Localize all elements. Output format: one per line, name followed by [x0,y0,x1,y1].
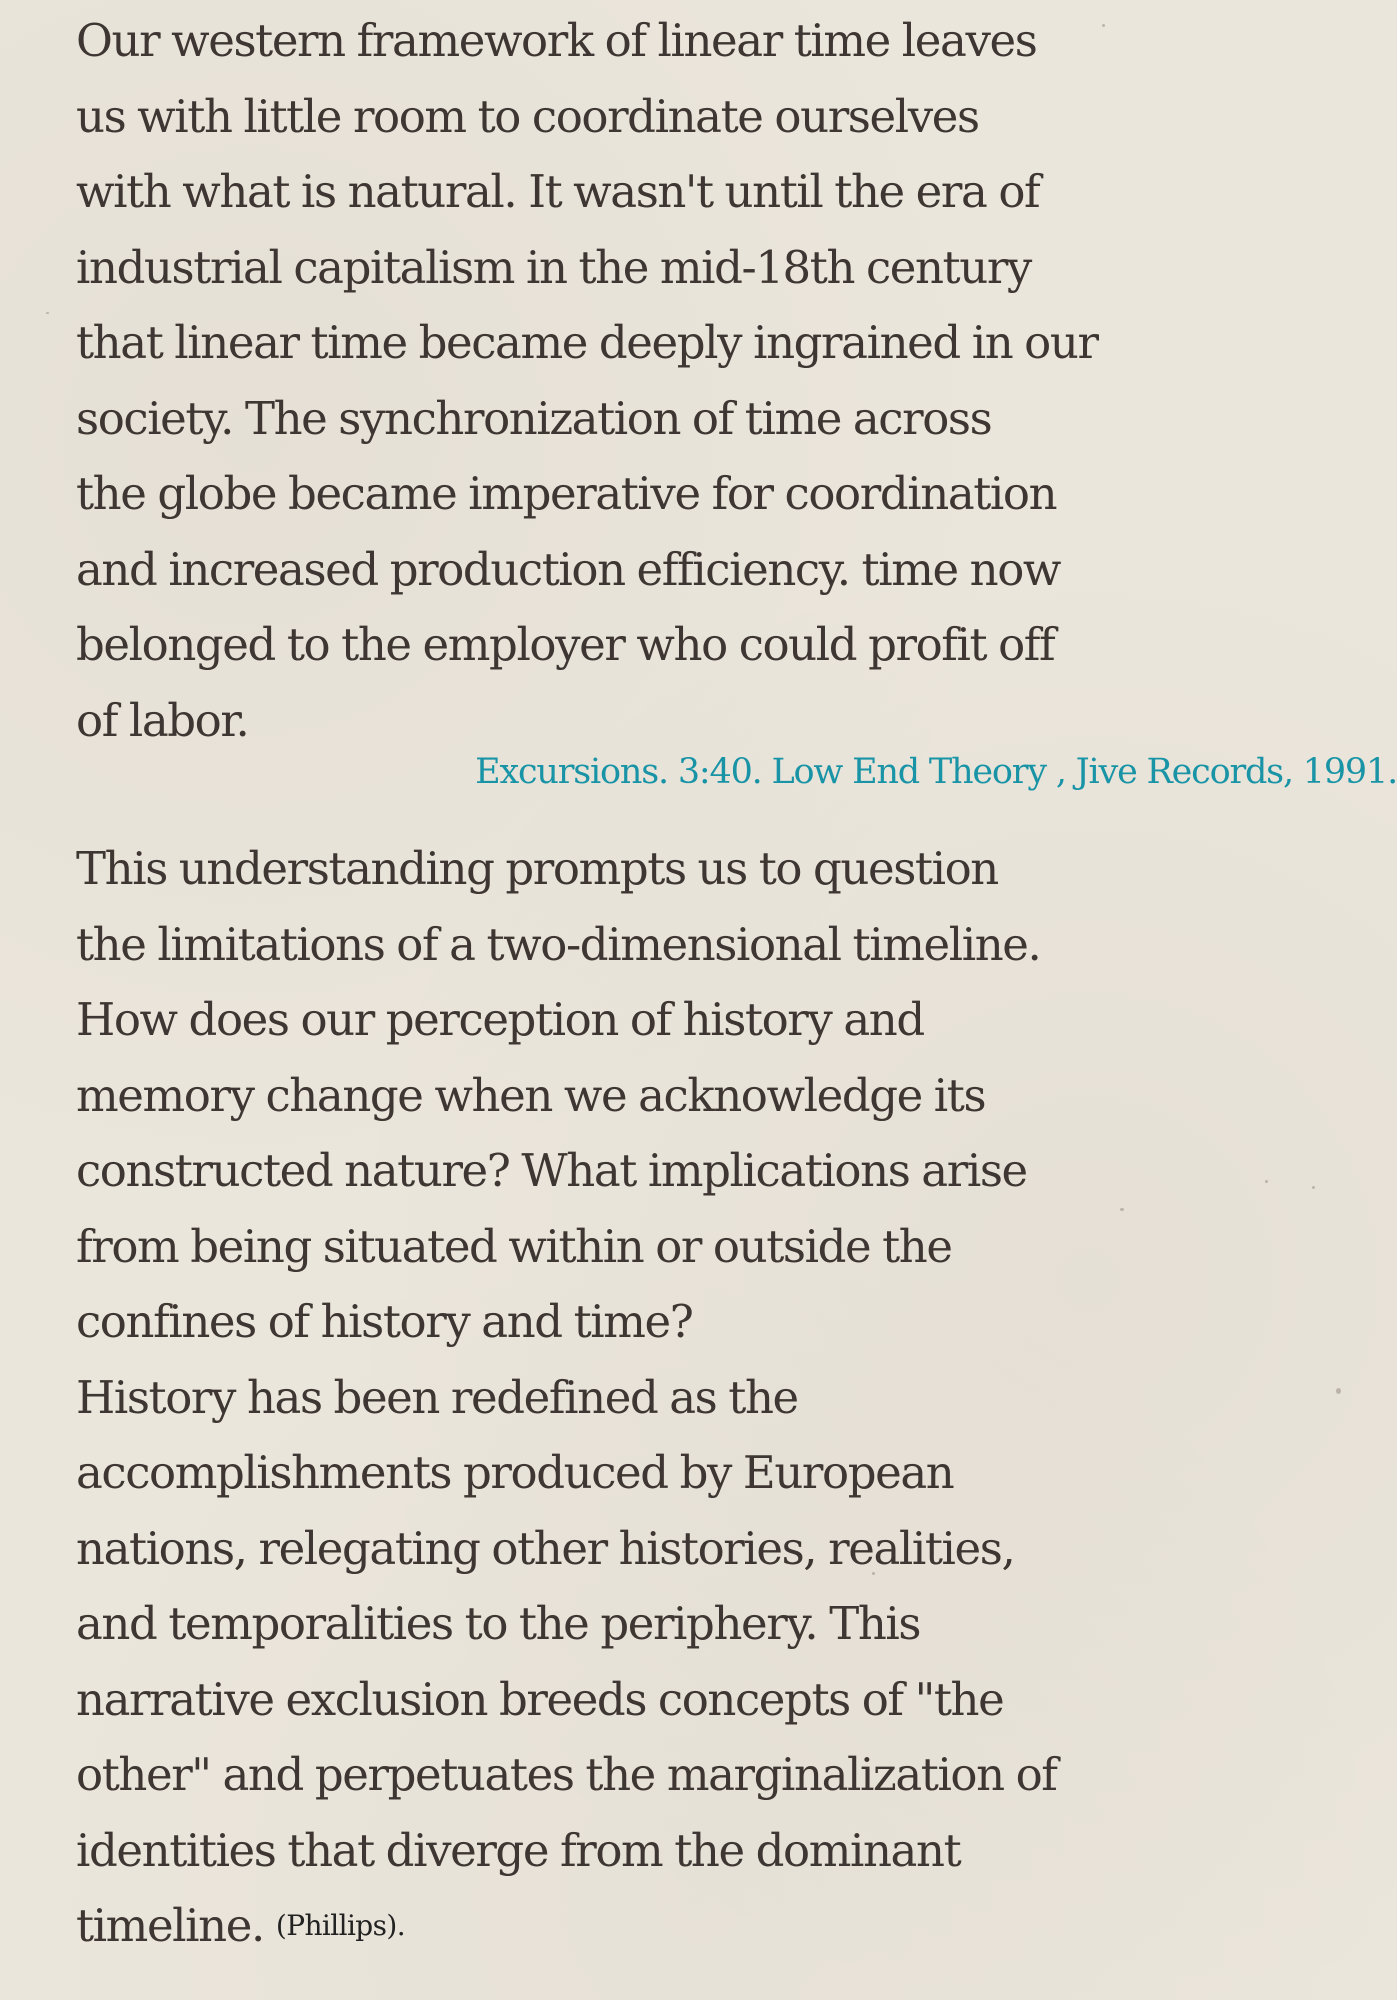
paper-fleck [1312,1186,1315,1189]
citation-phillips: (Phillips). [275,1909,406,1942]
body-paragraph-history [76,831,1136,1964]
body-paragraph-history-text: This understanding prompts us to question the limitations of a two-dimensional timeline. How does our perception of history and memory change when we acknowledge its constructed nature? What implications arise from being situated within or outside the confines of history and time? History has been redefined as the accomplishments produced by European nations, relegating other histories, realities, and temporalities to the periphery. This narrative exclusion breeds concepts of "the other" and perpetuates the marginalization of identities that diverge from the dominant timeline. [76,842,1057,1952]
paper-fleck [46,312,49,314]
paper-fleck [1336,1388,1341,1394]
body-paragraph-linear-time: Our western framework of linear time leaves us with little room to coordinate ourselves with what is natural. It wasn't until the era of industrial capitalism in the mid-18th century that linear time became deeply ingrained in our society. The synchronization of time across the globe became imperative for coordination and increased production efficiency. time now belonged to the employer who could profit off of labor. [76,14,1098,747]
paper-fleck [1265,1180,1268,1183]
citation-excursions: Excursions. 3:40. Low End Theory , Jive Records, 1991. [475,752,1397,792]
